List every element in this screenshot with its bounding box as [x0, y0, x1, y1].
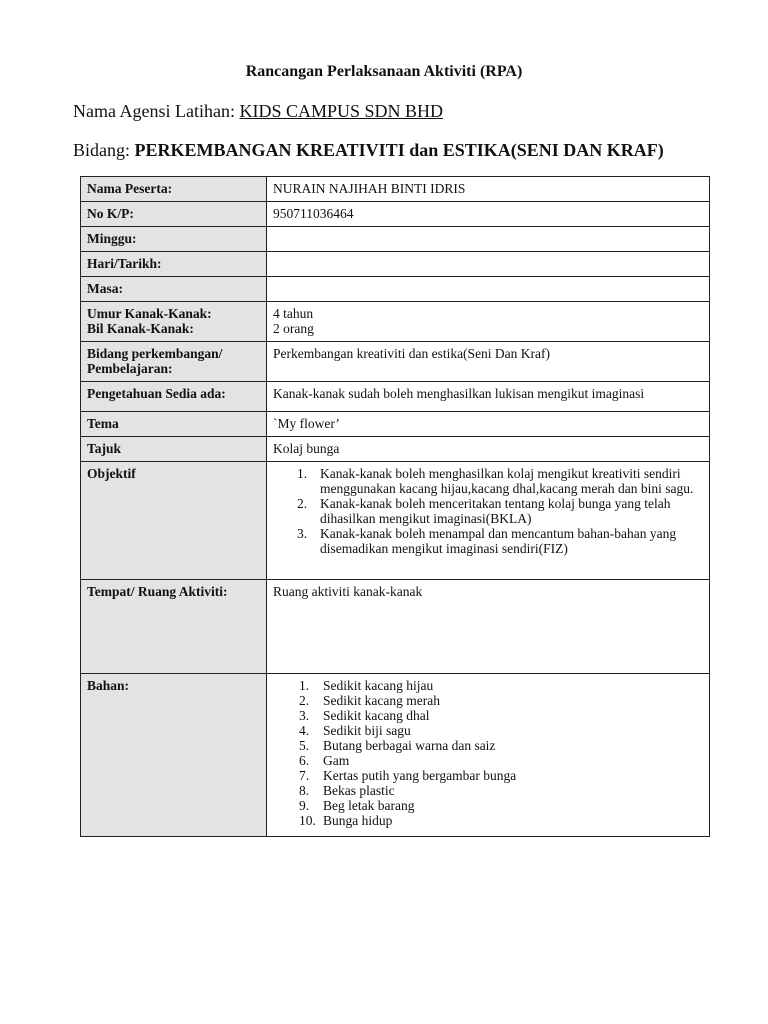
activity-plan-table	[80, 176, 710, 837]
list-item-text: Kanak-kanak boleh menceritakan tentang kolaj bunga yang telah dihasilkan mengikut imaginasi(BKLA)	[320, 496, 671, 526]
table-row	[81, 277, 710, 302]
age-label: Umur Kanak-Kanak:	[87, 306, 212, 321]
day-date-label: Hari/Tarikh:	[81, 252, 267, 277]
list-item-text: Sedikit kacang merah	[323, 693, 440, 708]
list-item-number: 5.	[299, 738, 310, 753]
list-item-number: 8.	[299, 783, 310, 798]
count-label: Bil Kanak-Kanak:	[87, 321, 194, 336]
agency-value: KIDS CAMPUS SDN BHD	[239, 101, 444, 121]
development-area-label	[81, 342, 267, 382]
participant-name-value: NURAIN NAJIHAH BINTI IDRIS	[267, 177, 710, 202]
list-item-number: 1.	[299, 678, 310, 693]
list-item-text: Kertas putih yang bergambar bunga	[323, 768, 517, 783]
list-item-number: 3.	[297, 526, 308, 541]
table-row	[81, 342, 710, 382]
objectives-value	[267, 462, 710, 580]
theme-value: `My flower’	[267, 412, 710, 437]
list-item-text: Sedikit kacang dhal	[323, 708, 430, 723]
list-item-number: 1.	[297, 466, 308, 481]
field-line	[73, 140, 664, 161]
list-item-text: Butang berbagai warna dan saiz	[323, 738, 496, 753]
list-item-number: 10.	[299, 813, 316, 828]
prior-knowledge-label: Pengetahuan Sedia ada:	[81, 382, 267, 412]
theme-label: Tema	[81, 412, 267, 437]
table-row	[81, 302, 710, 342]
list-item	[273, 768, 703, 783]
list-item-text: Bekas plastic	[323, 783, 395, 798]
prior-knowledge-value: Kanak-kanak sudah boleh menghasilkan lukisan mengikut imaginasi	[267, 382, 710, 412]
list-item-number: 2.	[297, 496, 308, 511]
list-item-text: Beg letak barang	[323, 798, 415, 813]
field-value: PERKEMBANGAN KREATIVITI dan ESTIKA(SENI DAN KRAF)	[134, 140, 664, 160]
table-row	[81, 437, 710, 462]
list-item	[273, 783, 703, 798]
list-item	[273, 466, 703, 496]
development-area-label-line1: Bidang perkembangan/	[87, 346, 223, 361]
table-row	[81, 202, 710, 227]
list-item-text: Gam	[323, 753, 350, 768]
list-item-text: Sedikit biji sagu	[323, 723, 411, 738]
development-area-value: Perkembangan kreativiti dan estika(Seni Dan Kraf)	[267, 342, 710, 382]
list-item	[273, 708, 703, 723]
objectives-list	[273, 466, 703, 556]
materials-value	[267, 674, 710, 837]
venue-label: Tempat/ Ruang Aktiviti:	[81, 580, 267, 674]
field-label: Bidang:	[73, 140, 130, 160]
table-row	[81, 227, 710, 252]
list-item-text: Bunga hidup	[323, 813, 393, 828]
objectives-label: Objektif	[81, 462, 267, 580]
topic-value: Kolaj bunga	[267, 437, 710, 462]
list-item-text: Kanak-kanak boleh menghasilkan kolaj mengikut kreativiti sendiri menggunakan kacang hijau,kacang dhal,kacang merah dan bini sagu.	[320, 466, 694, 496]
id-number-value: 950711036464	[267, 202, 710, 227]
list-item	[273, 526, 703, 556]
count-value: 2 orang	[273, 321, 314, 336]
list-item	[273, 693, 703, 708]
list-item	[273, 496, 703, 526]
topic-label: Tajuk	[81, 437, 267, 462]
table-row	[81, 382, 710, 412]
list-item-number: 3.	[299, 708, 310, 723]
day-date-value	[267, 252, 710, 277]
list-item	[273, 798, 703, 813]
document-title: Rancangan Perlaksanaan Aktiviti (RPA)	[245, 63, 523, 80]
list-item-number: 7.	[299, 768, 310, 783]
list-item	[273, 753, 703, 768]
table-row	[81, 412, 710, 437]
list-item	[273, 678, 703, 693]
table-row	[81, 580, 710, 674]
week-value	[267, 227, 710, 252]
development-area-label-line2: Pembelajaran:	[87, 361, 173, 376]
venue-value: Ruang aktiviti kanak-kanak	[267, 580, 710, 674]
list-item	[273, 813, 703, 828]
materials-list	[273, 678, 703, 828]
materials-label: Bahan:	[81, 674, 267, 837]
table-row	[81, 462, 710, 580]
list-item-number: 6.	[299, 753, 310, 768]
table-row	[81, 252, 710, 277]
list-item-number: 4.	[299, 723, 310, 738]
week-label: Minggu:	[81, 227, 267, 252]
time-value	[267, 277, 710, 302]
list-item-number: 9.	[299, 798, 310, 813]
participant-name-label: Nama Peserta:	[81, 177, 267, 202]
list-item	[273, 738, 703, 753]
list-item-text: Sedikit kacang hijau	[323, 678, 434, 693]
table-row	[81, 177, 710, 202]
list-item-number: 2.	[299, 693, 310, 708]
agency-line	[73, 101, 443, 122]
list-item-text: Kanak-kanak boleh menampal dan mencantum bahan-bahan yang disemadikan mengikut imaginasi sendiri(FIZ)	[320, 526, 677, 556]
age-value: 4 tahun	[273, 306, 314, 321]
age-count-value	[267, 302, 710, 342]
agency-label: Nama Agensi Latihan:	[73, 101, 235, 121]
age-count-label	[81, 302, 267, 342]
id-number-label: No K/P:	[81, 202, 267, 227]
list-item	[273, 723, 703, 738]
time-label: Masa:	[81, 277, 267, 302]
table-row	[81, 674, 710, 837]
